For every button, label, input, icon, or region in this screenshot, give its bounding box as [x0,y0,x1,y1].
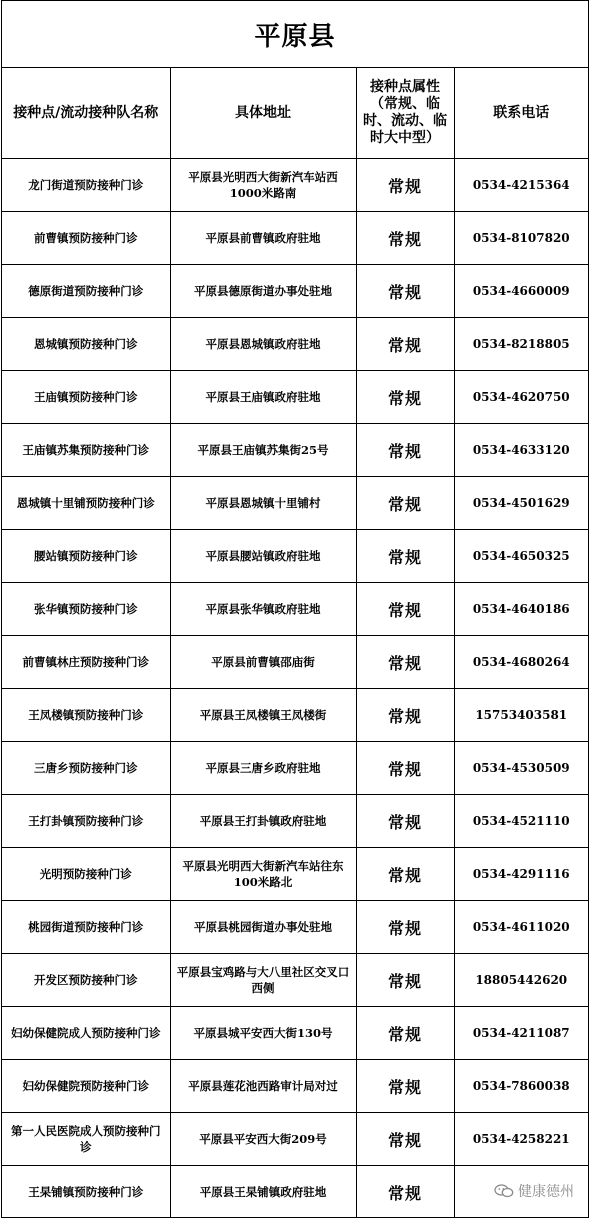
site-name: 妇幼保健院预防接种门诊 [2,1060,170,1113]
site-name: 王打卦镇预防接种门诊 [2,795,170,848]
site-address: 平原县前曹镇邵庙街 [170,636,356,689]
site-phone: 0534-4521110 [454,795,588,848]
site-name: 前曹镇预防接种门诊 [2,212,170,265]
site-phone: 0534-4530509 [454,742,588,795]
page-title: 平原县 [2,1,588,68]
site-address: 平原县张华镇政府驻地 [170,583,356,636]
table-row [2,636,588,689]
table-row [2,424,588,477]
site-type: 常规 [356,901,454,954]
site-phone: 0534-4660009 [454,265,588,318]
table-row [2,265,588,318]
site-name: 前曹镇林庄预防接种门诊 [2,636,170,689]
site-type: 常规 [356,1060,454,1113]
site-name: 龙门街道预防接种门诊 [2,159,170,212]
site-name: 三唐乡预防接种门诊 [2,742,170,795]
site-address: 平原县三唐乡政府驻地 [170,742,356,795]
header-name: 接种点/流动接种队名称 [2,68,170,159]
site-type: 常规 [356,530,454,583]
site-address: 平原县德原街道办事处驻地 [170,265,356,318]
site-phone: 0534-7860038 [454,1060,588,1113]
vaccination-sites-table-sheet [1,0,589,1218]
site-type: 常规 [356,583,454,636]
site-name: 恩城镇十里铺预防接种门诊 [2,477,170,530]
site-address: 平原县恩城镇政府驻地 [170,318,356,371]
site-address: 平原县光明西大街新汽车站往东100米路北 [170,848,356,901]
site-name: 妇幼保健院成人预防接种门诊 [2,1007,170,1060]
site-name: 王凤楼镇预防接种门诊 [2,689,170,742]
site-phone: 0534-4680264 [454,636,588,689]
site-name: 第一人民医院成人预防接种门诊 [2,1113,170,1166]
site-type: 常规 [356,265,454,318]
site-name: 德原街道预防接种门诊 [2,265,170,318]
table-row [2,583,588,636]
site-address: 平原县王庙镇政府驻地 [170,371,356,424]
table-row [2,159,588,212]
table-row [2,689,588,742]
site-phone: 0534-4640186 [454,583,588,636]
site-address: 平原县城平安西大街130号 [170,1007,356,1060]
site-type: 常规 [356,954,454,1007]
site-phone: 0534-4501629 [454,477,588,530]
site-address: 平原县王杲铺镇政府驻地 [170,1166,356,1219]
site-phone: 0534-8107820 [454,212,588,265]
site-phone: 18805442620 [454,954,588,1007]
site-type: 常规 [356,318,454,371]
site-address: 平原县桃园街道办事处驻地 [170,901,356,954]
site-address: 平原县王庙镇苏集街25号 [170,424,356,477]
site-name: 桃园街道预防接种门诊 [2,901,170,954]
site-address: 平原县恩城镇十里铺村 [170,477,356,530]
header-address: 具体地址 [170,68,356,159]
site-name: 开发区预防接种门诊 [2,954,170,1007]
site-type: 常规 [356,371,454,424]
site-type: 常规 [356,1007,454,1060]
site-type: 常规 [356,212,454,265]
site-name: 王庙镇苏集预防接种门诊 [2,424,170,477]
site-type: 常规 [356,689,454,742]
site-type: 常规 [356,848,454,901]
site-name: 王杲铺镇预防接种门诊 [2,1166,170,1219]
table-row [2,901,588,954]
site-name: 张华镇预防接种门诊 [2,583,170,636]
site-type: 常规 [356,795,454,848]
table-row [2,795,588,848]
site-address: 平原县前曹镇政府驻地 [170,212,356,265]
site-address: 平原县平安西大街209号 [170,1113,356,1166]
table-row [2,954,588,1007]
site-phone: 0534-4258221 [454,1113,588,1166]
table-row [2,1113,588,1166]
table-row [2,318,588,371]
site-address: 平原县王凤楼镇王凤楼街 [170,689,356,742]
table-row [2,848,588,901]
site-phone: 0534-4620750 [454,371,588,424]
site-type: 常规 [356,1166,454,1219]
site-phone: 0534-4215364 [454,159,588,212]
table-row [2,371,588,424]
site-type: 常规 [356,159,454,212]
table-row [2,212,588,265]
watermark [494,1181,574,1201]
site-name: 王庙镇预防接种门诊 [2,371,170,424]
site-phone: 0534-8218805 [454,318,588,371]
site-address: 平原县王打卦镇政府驻地 [170,795,356,848]
header-type: 接种点属性（常规、临时、流动、临时大中型） [356,68,454,159]
site-type: 常规 [356,424,454,477]
site-type: 常规 [356,636,454,689]
site-address: 平原县光明西大街新汽车站西1000米路南 [170,159,356,212]
site-phone: 0534-4650325 [454,530,588,583]
wechat-icon [494,1184,514,1198]
site-phone: 0534-4633120 [454,424,588,477]
header-phone: 联系电话 [454,68,588,159]
site-name: 腰站镇预防接种门诊 [2,530,170,583]
sites-table [2,68,588,1218]
site-name: 光明预防接种门诊 [2,848,170,901]
table-row [2,1007,588,1060]
site-phone: 0534-4211087 [454,1007,588,1060]
site-address: 平原县宝鸡路与大八里社区交叉口西侧 [170,954,356,1007]
table-row [2,1060,588,1113]
watermark-text: 健康德州 [518,1184,574,1200]
site-type: 常规 [356,477,454,530]
site-phone: 15753403581 [454,689,588,742]
table-row [2,742,588,795]
table-header-row [2,68,588,159]
site-type: 常规 [356,1113,454,1166]
site-type: 常规 [356,742,454,795]
site-address: 平原县莲花池西路审计局对过 [170,1060,356,1113]
site-phone: 0534-4611020 [454,901,588,954]
table-row [2,477,588,530]
site-name: 恩城镇预防接种门诊 [2,318,170,371]
site-address: 平原县腰站镇政府驻地 [170,530,356,583]
table-row [2,530,588,583]
site-phone: 0534-4291116 [454,848,588,901]
